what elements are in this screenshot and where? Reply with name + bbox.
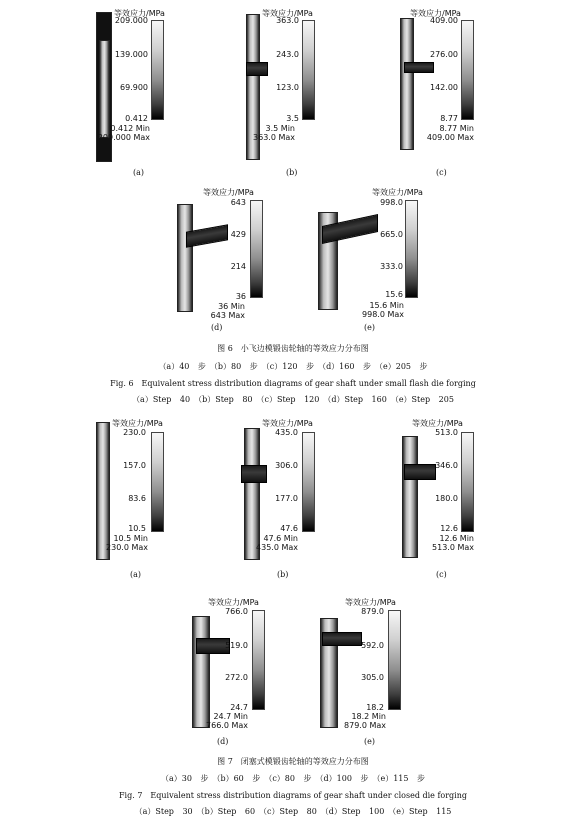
fig6-caption-en: Fig. 6 Equivalent stress distribution diagrams of gear shaft under small flash die forging: [110, 379, 476, 388]
fig6d-tick-0: 643: [230, 198, 246, 207]
fig6c-tick-1: 276.00: [430, 50, 458, 59]
fig6d-tick-3: 36: [235, 292, 246, 301]
fig6a-label: (a): [133, 168, 145, 177]
fig7c-max: 513.0 Max: [432, 543, 474, 552]
fig7b-colorbar: [302, 432, 315, 532]
fig7a-label: (a): [130, 570, 142, 579]
fig7b-label: (b): [277, 570, 289, 579]
fig6d-tick-1: 429: [230, 230, 246, 239]
fig6e-label: (e): [364, 323, 375, 332]
fig6-caption-cn: 图 6 小飞边模锻齿轮轴的等效应力分布图: [217, 344, 369, 353]
fig6a-tick-3: 0.412: [125, 114, 148, 123]
fig6b-unit-label: 等效应力/MPa: [262, 9, 313, 18]
fig7-steps-en: （a）Step 30 （b）Step 60 （c）Step 80 （d）Step 100 （e）Step 115: [134, 807, 452, 816]
fig6b-tick-3: 3.5: [286, 114, 299, 123]
fig6a-min: 0.412 Min: [110, 124, 150, 133]
fig7e-colorbar: [388, 610, 401, 710]
fig7e-tick-3: 18.2: [366, 703, 384, 712]
fig6b-min: 3.5 Min: [265, 124, 295, 133]
fig6d-tick-2: 214: [230, 262, 246, 271]
fig7a-colorbar: [151, 432, 164, 532]
fig7c-tick-1: 346.0: [435, 461, 458, 470]
fig6c-tick-3: 8.77: [440, 114, 458, 123]
fig7c-unit-label: 等效应力/MPa: [412, 419, 463, 428]
fig7b-unit-label: 等效应力/MPa: [262, 419, 313, 428]
fig6e-tick-2: 333.0: [380, 262, 403, 271]
fig7a-unit-label: 等效应力/MPa: [112, 419, 163, 428]
fig6c-gear-head: [404, 62, 434, 73]
fig6b-max: 363.0 Max: [253, 133, 295, 142]
fig7a-tick-3: 10.5: [128, 524, 146, 533]
fig7d-label: (d): [217, 737, 229, 746]
fig7e-min: 18.2 Min: [351, 712, 386, 721]
fig6e-tick-0: 998.0: [380, 198, 403, 207]
fig6e-tick-3: 15.6: [385, 290, 403, 299]
fig6a-max: 209.000 Max: [97, 133, 150, 142]
fig6a-tick-1: 139.000: [114, 50, 148, 59]
fig6d-min: 36 Min: [218, 302, 245, 311]
fig7a-max: 230.0 Max: [106, 543, 148, 552]
fig6b-gear-head: [246, 62, 268, 76]
fig7d-max: 766.0 Max: [206, 721, 248, 730]
fig7b-max: 435.0 Max: [256, 543, 298, 552]
fig7e-max: 879.0 Max: [344, 721, 386, 730]
fig7b-tick-0: 435.0: [275, 428, 298, 437]
fig6a-tick-2: 69.900: [120, 83, 148, 92]
fig6c-max: 409.00 Max: [426, 133, 474, 142]
fig7-steps-cn: （a）30 步 （b）60 步 （c）80 步 （d）100 步 （e）115 步: [160, 774, 426, 783]
fig7e-tick-1: 592.0: [361, 641, 384, 650]
fig6b-label: (b): [286, 168, 298, 177]
fig7b-tick-1: 306.0: [275, 461, 298, 470]
fig7c-tick-2: 180.0: [435, 494, 458, 503]
fig7e-label: (e): [364, 737, 375, 746]
fig6c-unit-label: 等效应力/MPa: [410, 9, 461, 18]
fig6c-label: (c): [436, 168, 447, 177]
fig7c-colorbar: [461, 432, 474, 532]
fig7e-unit-label: 等效应力/MPa: [345, 598, 396, 607]
fig7b-tick-3: 47.6: [280, 524, 298, 533]
fig6b-tick-1: 243.0: [276, 50, 299, 59]
fig6a-colorbar: [151, 20, 164, 120]
fig7c-label: (c): [436, 570, 447, 579]
fig6b-colorbar: [302, 20, 315, 120]
fig6a-tick-0: 209.000: [114, 16, 148, 25]
fig6c-colorbar: [461, 20, 474, 120]
fig7a-tick-0: 230.0: [123, 428, 146, 437]
fig7a-tick-1: 157.0: [123, 461, 146, 470]
fig6e-tick-1: 665.0: [380, 230, 403, 239]
fig6d-max: 643 Max: [210, 311, 245, 320]
fig6b-tick-0: 363.0: [276, 16, 299, 25]
fig7c-tick-3: 12.6: [440, 524, 458, 533]
fig7b-tick-2: 177.0: [275, 494, 298, 503]
fig7c-min: 12.6 Min: [439, 534, 474, 543]
fig7a-tick-2: 83.6: [128, 494, 146, 503]
fig6-steps-cn: （a）40 步 （b）80 步 （c）120 步 （d）160 步 （e）205 步: [158, 362, 428, 371]
fig6d-label: (d): [211, 323, 223, 332]
fig6b-tick-2: 123.0: [276, 83, 299, 92]
fig6e-min: 15.6 Min: [369, 301, 404, 310]
fig6c-min: 8.77 Min: [439, 124, 474, 133]
fig7e-tick-2: 305.0: [361, 673, 384, 682]
fig6e-colorbar: [405, 200, 418, 298]
fig7-caption-cn: 图 7 闭塞式模锻齿轮轴的等效应力分布图: [217, 757, 369, 766]
fig6-steps-en: （a）Step 40 （b）Step 80 （c）Step 120 （d）Step 160 （e）Step 205: [132, 395, 454, 404]
fig6d-unit-label: 等效应力/MPa: [203, 188, 254, 197]
fig6d-colorbar: [250, 200, 263, 298]
fig6e-max: 998.0 Max: [362, 310, 404, 319]
fig7d-tick-2: 272.0: [225, 673, 248, 682]
fig6c-tick-0: 409.00: [430, 16, 458, 25]
fig7d-unit-label: 等效应力/MPa: [208, 598, 259, 607]
fig7e-tick-0: 879.0: [361, 607, 384, 616]
fig7d-tick-0: 766.0: [225, 607, 248, 616]
fig7a-min: 10.5 Min: [113, 534, 148, 543]
fig6e-unit-label: 等效应力/MPa: [372, 188, 423, 197]
fig6c-tick-2: 142.00: [430, 83, 458, 92]
fig7d-colorbar: [252, 610, 265, 710]
fig6a-unit-label: 等效应力/MPa: [114, 9, 165, 18]
fig7-caption-en: Fig. 7 Equivalent stress distribution diagrams of gear shaft under closed die forging: [119, 791, 467, 800]
fig7b-min: 47.6 Min: [263, 534, 298, 543]
fig6d-shaft-body: [177, 204, 193, 312]
fig7d-tick-3: 24.7: [230, 703, 248, 712]
fig7c-tick-0: 513.0: [435, 428, 458, 437]
fig7d-min: 24.7 Min: [213, 712, 248, 721]
fig7d-tick-1: 519.0: [225, 641, 248, 650]
